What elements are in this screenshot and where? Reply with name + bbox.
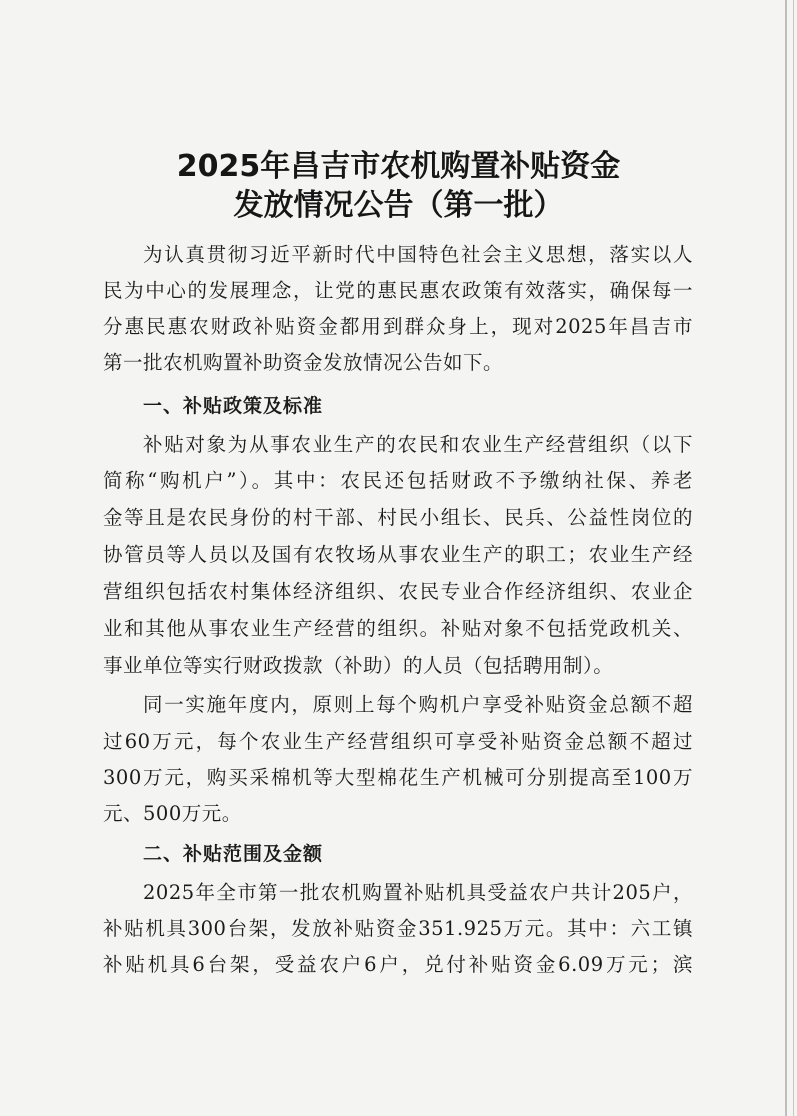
paragraph-line: 协管员等人员以及国有农牧场从事农业生产的职工；农业生产经 bbox=[103, 543, 693, 566]
paragraph-line: 补贴机具6台架，受益农户6户，兑付补贴资金6.09万元；滨 bbox=[103, 953, 693, 976]
paragraph-line: 元、500万元。 bbox=[103, 802, 242, 825]
section-heading: 二、补贴范围及金额 bbox=[143, 843, 324, 865]
paragraph-line: 事业单位等实行财政拨款（补助）的人员（包括聘用制）。 bbox=[103, 654, 614, 677]
paragraph-line: 金等且是农民身份的村干部、村民小组长、民兵、公益性岗位的 bbox=[103, 506, 693, 529]
document-title-line-2: 发放情况公告（第一批） bbox=[233, 188, 564, 223]
intro-line: 为认真贯彻习近平新时代中国特色社会主义思想，落实以人 bbox=[143, 243, 693, 266]
paragraph-line: 业和其他从事农业生产经营的组织。补贴对象不包括党政机关、 bbox=[103, 617, 693, 640]
paragraph-line: 过60万元，每个农业生产经营组织可享受补贴资金总额不超过 bbox=[103, 730, 693, 753]
section-heading: 一、补贴政策及标准 bbox=[143, 395, 324, 417]
paragraph-line: 营组织包括农村集体经济组织、农民专业合作经济组织、农业企 bbox=[103, 580, 693, 603]
paragraph-line: 300万元，购买采棉机等大型棉花生产机械可分别提高至100万 bbox=[103, 766, 693, 789]
intro-line: 分惠民惠农财政补贴资金都用到群众身上，现对2025年昌吉市 bbox=[103, 315, 693, 338]
paragraph-line: 补贴对象为从事农业生产的农民和农业生产经营组织（以下 bbox=[143, 433, 693, 456]
intro-line: 民为中心的发展理念，让党的惠民惠农政策有效落实，确保每一 bbox=[103, 279, 693, 302]
paragraph-line: 简称“购机户”）。其中：农民还包括财政不予缴纳社保、养老 bbox=[103, 469, 693, 492]
paragraph-line: 补贴机具300台架，发放补贴资金351.925万元。其中：六工镇 bbox=[103, 917, 693, 940]
intro-line: 第一批农机购置补助资金发放情况公告如下。 bbox=[103, 351, 504, 374]
document-title-line-1: 2025年昌吉市农机购置补贴资金 bbox=[176, 149, 621, 184]
paragraph-line: 2025年全市第一批农机购置补贴机具受益农户共计205户， bbox=[143, 881, 693, 904]
paragraph-line: 同一实施年度内，原则上每个购机户享受补贴资金总额不超 bbox=[143, 693, 693, 716]
